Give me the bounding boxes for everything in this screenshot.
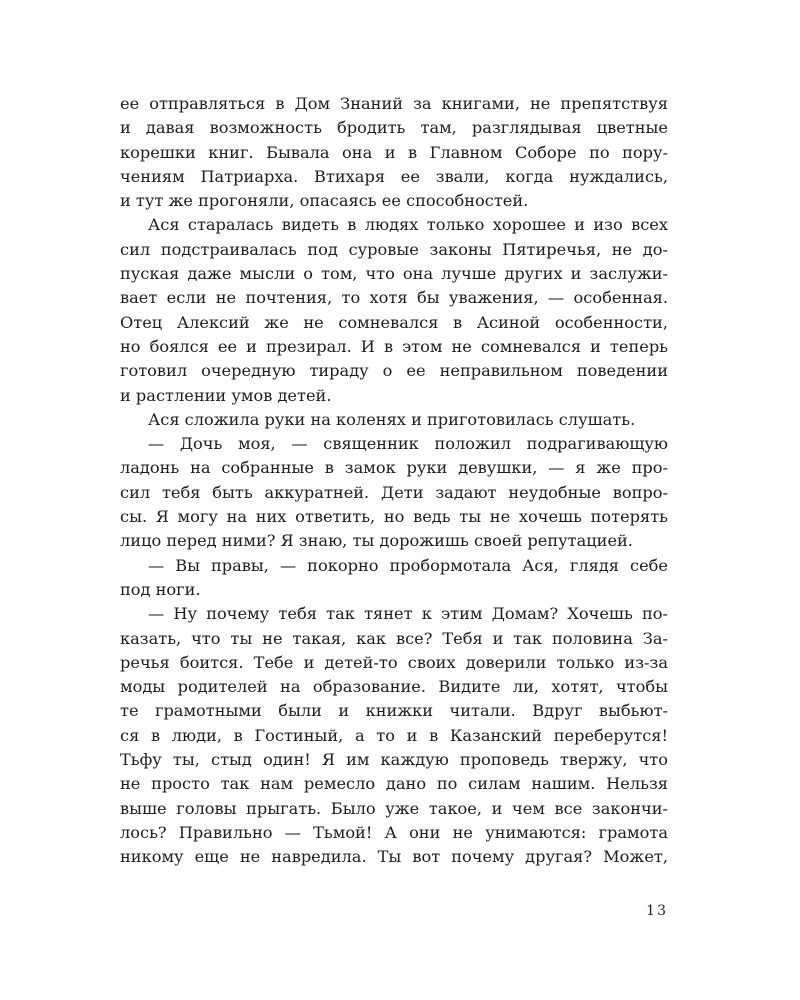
text-line: речья боится. Тебе и детей-то своих доверили только из-за (120, 652, 668, 672)
text-line: те грамотными были и книжки читали. Вдруг выбьют- (120, 701, 668, 721)
text-line: казать, что ты не такая, как все? Тебя и так половина За- (120, 628, 668, 648)
text-line: лицо перед ними? Я знаю, ты дорожишь своей репутацией. (120, 531, 633, 551)
text-line: сил подстраивалась под суровые законы Пятиречья, не до- (120, 239, 668, 259)
text-line: — Ну почему тебя так тянет к этим Домам? Хочешь по- (148, 604, 668, 624)
text-line: пуская даже мысли о том, что она лучше других и заслужи- (120, 264, 668, 284)
text-line: корешки книг. Бывала она и в Главном Соборе по пору- (120, 142, 668, 162)
body-text (120, 92, 668, 870)
text-line: сы. Я могу на них ответить, но ведь ты не хочешь потерять (120, 507, 668, 527)
text-line: выше головы прыгать. Было уже такое, и чем все закончи- (120, 798, 668, 818)
text-line: и тут же прогоняли, опасаясь ее способностей. (120, 191, 529, 211)
text-line: под ноги. (120, 579, 201, 599)
text-line: никому еще не навредила. Ты вот почему другая? Может, (120, 847, 668, 867)
text-line: Ася сложила руки на коленях и приготовилась слушать. (148, 409, 636, 429)
text-line: не просто так нам ремесло дано по силам нашим. Нельзя (120, 774, 668, 794)
text-line: но боялся ее и презирал. И в этом не сомневался и теперь (120, 336, 668, 356)
text-line: вает если не почтения, то хотя бы уважения, — особенная. (120, 288, 668, 308)
text-line: ся в люди, в Гостиный, а то и в Казанский переберутся! (120, 725, 668, 745)
text-line: — Дочь моя, — священник положил подрагивающую (148, 434, 668, 454)
text-line: — Вы правы, — покорно пробормотала Ася, глядя себе (148, 555, 668, 575)
text-line: лось? Правильно — Тьмой! А они не унимаются: грамота (120, 822, 668, 842)
text-line: Тьфу ты, стыд один! Я им каждую проповедь твержу, что (120, 750, 668, 770)
text-line: и растлении умов детей. (120, 385, 332, 405)
text-line: моды родителей на образование. Видите ли, хотят, чтобы (120, 677, 668, 697)
text-line: Отец Алексий же не сомневался в Асиной особенности, (120, 312, 668, 332)
text-line: сил тебя быть аккуратней. Дети задают неудобные вопро- (120, 482, 668, 502)
text-line: ладонь на собранные в замок руки девушки, — я же про- (120, 458, 668, 478)
page-number: 13 (646, 903, 668, 919)
text-line: и давая возможность бродить там, разглядывая цветные (120, 118, 668, 138)
text-line: готовил очередную тираду о ее неправильном поведении (120, 361, 668, 381)
text-line: Ася старалась видеть в людях только хорошее и изо всех (148, 215, 668, 235)
text-line: ее отправляться в Дом Знаний за книгами, не препятствуя (120, 94, 668, 113)
text-line: чениям Патриарха. Втихаря ее звали, когда нуждались, (120, 166, 668, 186)
